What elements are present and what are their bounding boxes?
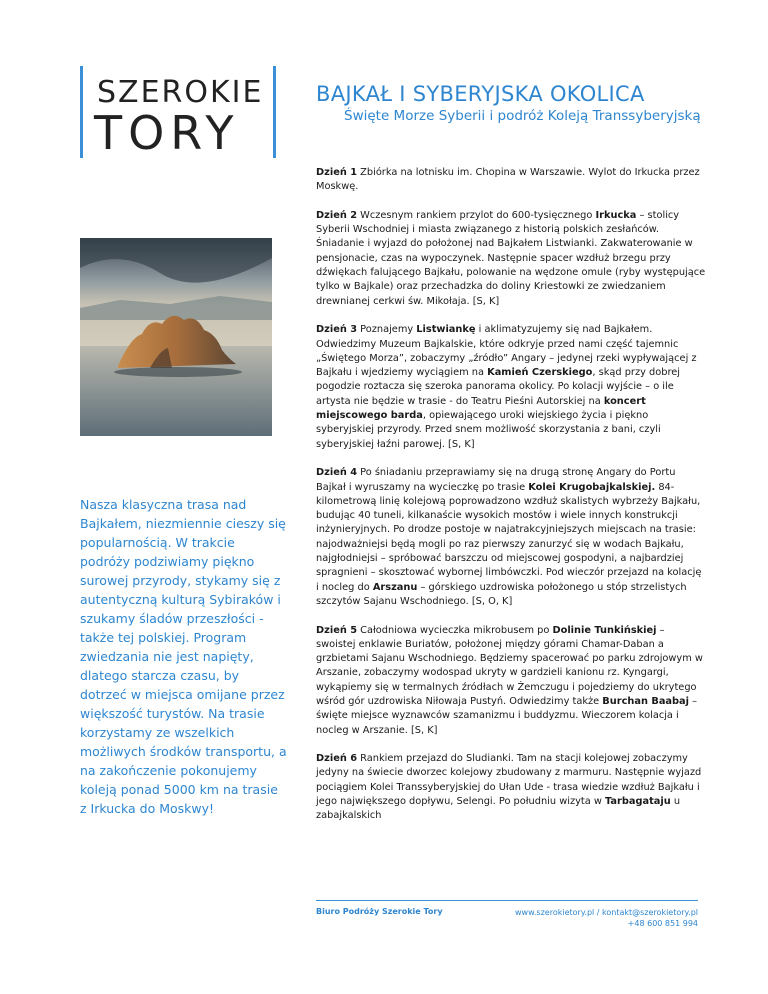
day-highlight: Kamień Czerskiego	[487, 367, 593, 379]
day-label: Dzień 3	[316, 324, 358, 336]
day-text: Rankiem przejazd do Sludianki. Tam na stacji kolejowej zobaczymy jedyny na świecie dworzec kolejowy zbudowany z marmuru. Następnie wyjazd pociągiem Kolei Transsyberyjskiej do Ułan Ude - trasa wiedzie wzdłuż Bajkału i jego największego dopływu, Selengi. Po południu wizyta w	[316, 753, 702, 808]
day-highlight: koncert miejscowego barda	[316, 395, 646, 422]
day-text: 84-kilometrową linię kolejową poprowadzono wzdłuż skalistych wybrzeży Bajkału, budując 40 tuneli, kilkanaście wysokich mostów i wiele innych konstrukcji inżynieryjnych. Po drodze postoje w najatrakcyjniejszych miejscach na trasie: najodważniejsi będą mogli po raz pierwszy zanurzyć się w wodach Bajkału, najgłodniejsi – spróbować barszczu od miejscowej gospodyni, a najbardziej spragnieni – skosztować wybornej limbówczki. Pod wieczór przejazd na kolację i nocleg do	[316, 481, 702, 593]
logo-word-szerokie: SZEROKIE	[97, 75, 264, 110]
day-text: Zbiórka na lotnisku im. Chopina w Warszawie. Wylot do Irkucka przez Moskwę.	[316, 167, 700, 193]
day-text: – stolicy Syberii Wschodniej i miasta związanego z historią polskich zesłańców. Śniadanie i wyjazd do położonej nad Bajkałem Listwianki. Zakwaterowanie w pensjonacie, czas na wypoczynek. Następnie spacer wzdłuż brzegu przy dźwiękach falującego Bajkału, polowanie na wędzone omule (ryby występujące tylko w Bajkale) oraz przechadzka do doliny Kriestowki ze zwiedzaniem drewnianej cerkwi św. Mikołaja. [S, K]	[316, 209, 706, 307]
day-text: Całodniowa wycieczka mikrobusem po	[357, 624, 553, 636]
day-paragraph	[316, 752, 706, 823]
day-text: , opiewającego uroki wiejskiego życia i piękno syberyjskiej przyrody. Przed snem możliwość skorzystania z bani, czyli syberyjskiej łaźni parowej. [S, K]	[316, 410, 661, 450]
logo-word-tory: TORY	[94, 106, 240, 160]
footer-contact-phone: +48 600 851 994	[627, 919, 698, 928]
logo	[80, 66, 276, 158]
footer-contact	[460, 907, 698, 929]
lake-rock-photo	[80, 238, 272, 436]
day-paragraph	[316, 209, 706, 309]
day-label: Dzień 6	[316, 753, 358, 765]
day-text: Poznajemy	[357, 324, 417, 336]
day-text: – górskiego uzdrowiska położonego u stóp strzelistych szczytów Sajanu Wschodniego. [S, O, K]	[316, 581, 687, 607]
day-text: i aklimatyzujemy się nad Bajkałem. Odwiedzimy Muzeum Bajkalskie, które odkryje przed nami część tajemnic „Świętego Morza”, zobaczymy „źródło” Angary – jedynej rzeki wypływającej z Bajkału i wjedziemy wyciągiem na	[316, 324, 697, 379]
day-label: Dzień 2	[316, 209, 358, 221]
footer-contact-web-email: www.szerokietory.pl / kontakt@szerokietory.pl	[514, 908, 698, 917]
footer-divider	[316, 900, 698, 901]
day-highlight: Listwiankę	[416, 324, 476, 336]
logo-bar-right	[273, 66, 276, 158]
day-text: Po śniadaniu przeprawiamy się na drugą stronę Angary do Portu Bajkał i wyruszamy na wycieczkę po trasie	[316, 467, 676, 493]
day-label: Dzień 5	[316, 624, 358, 636]
page-subtitle: Święte Morze Syberii i podróż Koleją Transsyberyjską	[344, 108, 701, 124]
day-text: , skąd przy dobrej pogodzie roztacza się szeroka panorama okolicy. Po kolacji wyjście – o ile artysta nie będzie w trasie - do Teatru Pieśni Autorskiej na	[316, 367, 681, 407]
day-highlight: Burchan Baabaj	[602, 695, 690, 707]
day-highlight: Dolinie Tunkińskiej	[552, 624, 657, 636]
day-paragraph	[316, 323, 706, 452]
day-text: u zabajkalskich	[316, 796, 681, 822]
day-text: – swoistej enklawie Buriatów, położonej między górami Chamar-Daban a grzbietami Sajanu Wschodniego. Będziemy spacerować po parku zdrojowym w Arszanie, zobaczymy wodospad ukryty w gardzieli kanionu rz. Kyngargi, wykąpiemy się w termalnych źródłach w Żemczugu i pojedziemy do ukrytego wśród gór uzdrowiska Niłowaja Pustyń. Odwiedzimy także	[316, 624, 703, 707]
day-label: Dzień 4	[316, 467, 358, 479]
sidebar-quote: Nasza klasyczna trasa nad Bajkałem, niezmiennie cieszy się popularnością. W trakcie podróży podziwiamy piękno surowej przyrody, stykamy się z autentyczną kulturą Sybiraków i szukamy śladów przeszłości - także tej polskiej. Program zwiedzania nie jest napięty, dlatego starcza czasu, by dotrzeć w miejsca omijane przez większość turystów. Na trasie korzystamy ze wszelkich możliwych środków transportu, a na zakończenie pokonujemy koleją ponad 5000 km na trasie z Irkucka do Moskwy!	[80, 497, 287, 816]
day-highlight: Kolei Krugobajkalskiej.	[528, 481, 656, 493]
footer-agency-name: Biuro Podróży Szerokie Tory	[316, 907, 443, 916]
day-text: Wczesnym rankiem przylot do 600-tysięcznego	[357, 209, 596, 221]
logo-bar-left	[80, 66, 83, 158]
day-highlight: Irkucka	[595, 209, 637, 221]
day-highlight: Arszanu	[372, 581, 418, 593]
day-text: – święte miejsce wyznawców szamanizmu i buddyzmu. Wieczorem kolacja i nocleg w Arszanie. [S, K]	[316, 695, 698, 736]
day-paragraph	[316, 166, 706, 195]
day-paragraph	[316, 624, 706, 738]
page-title: BAJKAŁ I SYBERYJSKA OKOLICA	[316, 82, 645, 106]
day-paragraph	[316, 466, 706, 609]
itinerary	[316, 166, 706, 838]
day-highlight: Tarbagataju	[605, 796, 671, 808]
day-label: Dzień 1	[316, 167, 358, 178]
